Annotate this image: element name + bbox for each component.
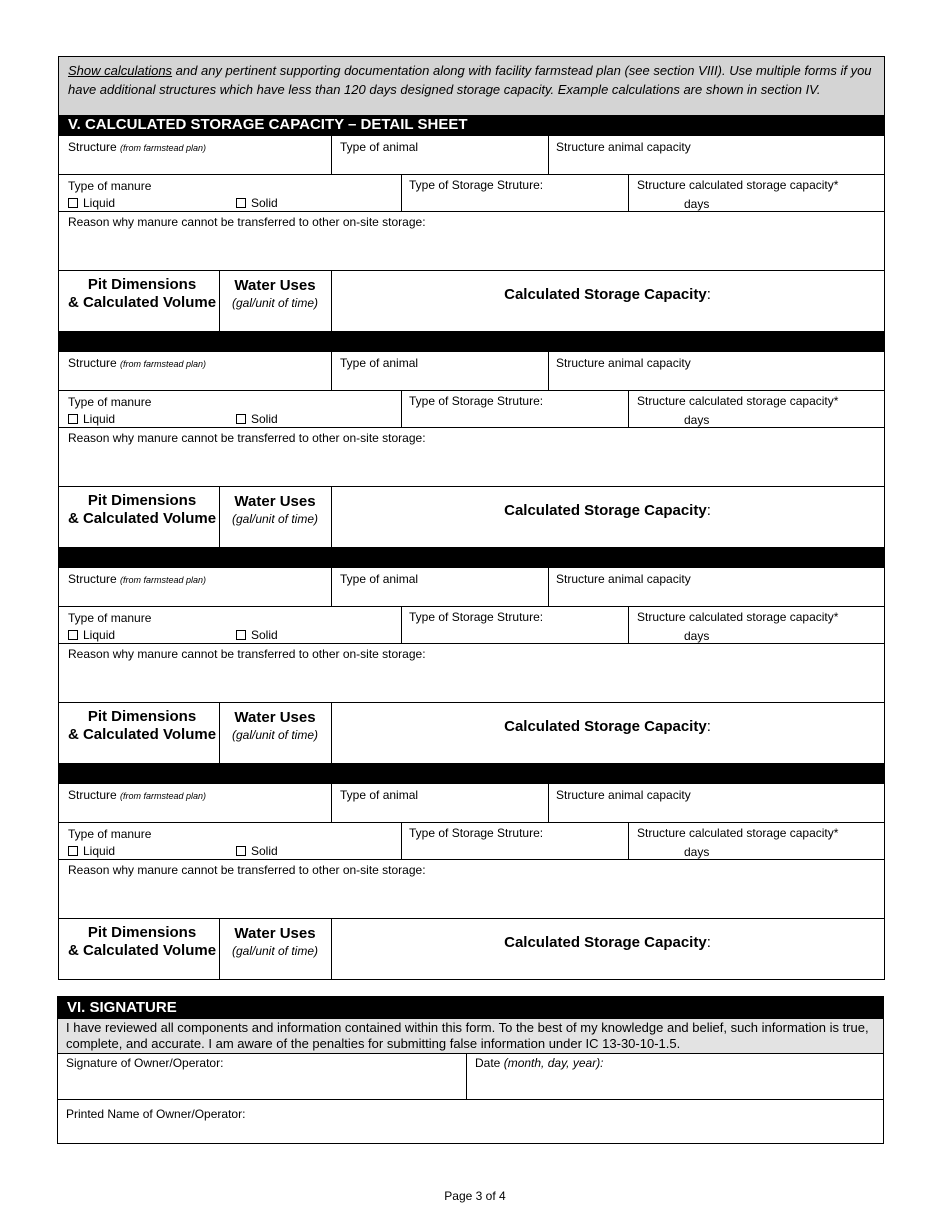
divider: [628, 606, 629, 643]
days-label: days: [684, 845, 710, 859]
pit-line1: Pit Dimensions: [87, 708, 197, 725]
calculated-storage-capacity-header: [331, 718, 884, 735]
liquid-label: Liquid: [83, 412, 116, 426]
divider: [331, 136, 332, 174]
divider: [59, 390, 884, 391]
storage-structure-label: Type of Storage Struture:: [409, 826, 544, 840]
divider: [59, 174, 884, 175]
solid-option[interactable]: [236, 196, 278, 210]
storage-structure-label: Type of Storage Struture:: [409, 394, 544, 408]
type-of-animal-label: Type of animal: [340, 788, 419, 802]
pit-line1: Pit Dimensions: [87, 492, 197, 509]
calc-storage-label: Calculated Storage Capacity: [504, 934, 707, 951]
storage-structure-label: Type of Storage Struture:: [409, 610, 544, 624]
solid-option[interactable]: [236, 844, 278, 858]
days-label: days: [684, 413, 710, 427]
animal-capacity-field[interactable]: [556, 356, 691, 370]
section-v-title: V. CALCULATED STORAGE CAPACITY – DETAIL SHEET: [59, 115, 884, 136]
calc-capacity-label: Structure calculated storage capacity*: [637, 394, 839, 408]
liquid-option[interactable]: [68, 844, 115, 858]
divider: [59, 918, 884, 919]
reason-label: Reason why manure cannot be transferred to other on-site storage:: [68, 215, 426, 229]
liquid-option[interactable]: [68, 628, 115, 642]
divider: [548, 352, 549, 390]
water-uses-header: [219, 493, 331, 527]
structure-label: Structure: [68, 788, 117, 802]
divider: [401, 606, 402, 643]
divider: [59, 859, 884, 860]
structure-block: [59, 568, 884, 764]
calc-capacity-label: Structure calculated storage capacity*: [637, 610, 839, 624]
calc-storage-colon: :: [706, 718, 711, 735]
type-of-animal-label: Type of animal: [340, 572, 419, 586]
section-v-detail-sheet: [58, 56, 885, 980]
animal-capacity-label: Structure animal capacity: [556, 356, 691, 370]
calc-capacity-field[interactable]: [637, 610, 838, 624]
structure-label: Structure: [68, 140, 117, 154]
days-label: days: [684, 629, 710, 643]
water-uses-header: [219, 709, 331, 743]
animal-capacity-field[interactable]: [556, 788, 691, 802]
storage-structure-field[interactable]: [409, 178, 543, 192]
type-of-animal-field[interactable]: [340, 572, 418, 586]
structure-block: [59, 352, 884, 548]
liquid-checkbox[interactable]: [68, 414, 78, 424]
pit-dimensions-header: [59, 708, 225, 744]
calculated-storage-capacity-header: [331, 502, 884, 519]
printed-name-label: Printed Name of Owner/Operator:: [66, 1107, 246, 1121]
type-of-manure-label: Type of manure: [68, 395, 152, 409]
calc-capacity-label: Structure calculated storage capacity*: [637, 178, 839, 192]
solid-option[interactable]: [236, 628, 278, 642]
liquid-option[interactable]: [68, 196, 115, 210]
divider: [401, 174, 402, 211]
divider: [548, 136, 549, 174]
section-vi-signature: [57, 996, 884, 1144]
storage-structure-field[interactable]: [409, 826, 543, 840]
divider: [59, 211, 884, 212]
date-label: Date: [475, 1056, 501, 1070]
divider: [466, 1053, 467, 1099]
water-uses-label: Water Uses: [234, 277, 316, 294]
storage-structure-field[interactable]: [409, 394, 543, 408]
structure-note: (from farmstead plan): [120, 575, 207, 585]
solid-checkbox[interactable]: [236, 630, 246, 640]
water-uses-label: Water Uses: [234, 925, 316, 942]
calc-storage-colon: :: [706, 502, 711, 519]
section-vi-title: VI. SIGNATURE: [58, 997, 883, 1019]
divider: [58, 1053, 883, 1054]
divider: [628, 822, 629, 859]
reason-label: Reason why manure cannot be transferred to other on-site storage:: [68, 431, 426, 445]
separator-bar: [59, 547, 884, 568]
liquid-option[interactable]: [68, 412, 115, 426]
divider: [548, 784, 549, 822]
type-of-animal-field[interactable]: [340, 788, 418, 802]
instructions-rest: and any pertinent supporting documentation along with facility farmstead plan (see section VIII). Use multiple forms if you have additional structures which have less than 120 days designed storage capacity. Example calculations are shown in section IV.: [68, 63, 872, 97]
calc-capacity-label: Structure calculated storage capacity*: [637, 826, 839, 840]
water-uses-header: [219, 925, 331, 959]
signature-field[interactable]: [66, 1056, 223, 1070]
calculated-storage-capacity-header: [331, 286, 884, 303]
divider: [59, 486, 884, 487]
date-note: (month, day, year):: [503, 1056, 604, 1070]
storage-structure-label: Type of Storage Struture:: [409, 178, 544, 192]
reason-field[interactable]: [68, 215, 426, 229]
pit-line1: Pit Dimensions: [87, 924, 197, 941]
reason-label: Reason why manure cannot be transferred to other on-site storage:: [68, 647, 426, 661]
liquid-label: Liquid: [83, 628, 116, 642]
divider: [628, 174, 629, 211]
animal-capacity-label: Structure animal capacity: [556, 140, 691, 154]
calculated-storage-capacity-header: [331, 934, 884, 951]
divider: [58, 1099, 883, 1100]
water-uses-unit: (gal/unit of time): [231, 296, 319, 310]
solid-label: Solid: [251, 196, 278, 210]
separator-bar: [59, 331, 884, 352]
divider: [59, 270, 884, 271]
structure-field[interactable]: [68, 572, 206, 586]
pit-line2: & Calculated Volume: [67, 510, 217, 527]
type-of-animal-label: Type of animal: [340, 356, 419, 370]
pit-line2: & Calculated Volume: [67, 726, 217, 743]
structure-note: (from farmstead plan): [120, 143, 207, 153]
solid-checkbox[interactable]: [236, 198, 246, 208]
liquid-label: Liquid: [83, 844, 116, 858]
pit-dimensions-header: [59, 276, 225, 312]
type-of-manure-label: Type of manure: [68, 179, 152, 193]
structure-label: Structure: [68, 356, 117, 370]
instructions-underlined: Show calculations: [68, 63, 173, 78]
divider: [59, 702, 884, 703]
solid-label: Solid: [251, 844, 278, 858]
structure-field[interactable]: [68, 788, 206, 802]
solid-checkbox[interactable]: [236, 414, 246, 424]
animal-capacity-label: Structure animal capacity: [556, 572, 691, 586]
liquid-checkbox[interactable]: [68, 846, 78, 856]
divider: [331, 784, 332, 822]
calc-storage-label: Calculated Storage Capacity: [504, 718, 707, 735]
water-uses-label: Water Uses: [234, 709, 316, 726]
storage-structure-field[interactable]: [409, 610, 543, 624]
liquid-checkbox[interactable]: [68, 198, 78, 208]
water-uses-header: [219, 277, 331, 311]
animal-capacity-label: Structure animal capacity: [556, 788, 691, 802]
water-uses-unit: (gal/unit of time): [231, 944, 319, 958]
type-of-manure-label: Type of manure: [68, 827, 152, 841]
pit-dimensions-header: [59, 924, 225, 960]
divider: [59, 606, 884, 607]
signature-label: Signature of Owner/Operator:: [66, 1056, 224, 1070]
page-number: Page 3 of 4: [444, 1189, 506, 1203]
water-uses-unit: (gal/unit of time): [231, 728, 319, 742]
liquid-checkbox[interactable]: [68, 630, 78, 640]
pit-dimensions-header: [59, 492, 225, 528]
divider: [331, 352, 332, 390]
separator-bar: [59, 763, 884, 784]
printed-name-field[interactable]: [66, 1107, 245, 1121]
calc-storage-colon: :: [706, 934, 711, 951]
divider: [59, 643, 884, 644]
solid-label: Solid: [251, 628, 278, 642]
calc-capacity-field[interactable]: [637, 826, 838, 840]
pit-line2: & Calculated Volume: [67, 294, 217, 311]
calc-storage-label: Calculated Storage Capacity: [504, 286, 707, 303]
divider: [628, 390, 629, 427]
water-uses-unit: (gal/unit of time): [231, 512, 319, 526]
divider: [548, 568, 549, 606]
structure-block: [59, 136, 884, 332]
declaration-text: I have reviewed all components and information contained within this form. To the best of my knowledge and belief, such information is true, complete, and accurate. I am aware of the penalties for submitting false information under IC 13-30-10-1.5.: [58, 1019, 883, 1053]
animal-capacity-field[interactable]: [556, 572, 691, 586]
structure-label: Structure: [68, 572, 117, 586]
solid-option[interactable]: [236, 412, 278, 426]
reason-field[interactable]: [68, 431, 426, 445]
calc-storage-colon: :: [706, 286, 711, 303]
animal-capacity-field[interactable]: [556, 140, 691, 154]
pit-line1: Pit Dimensions: [87, 276, 197, 293]
type-of-manure-label: Type of manure: [68, 611, 152, 625]
instructions-text: [59, 57, 884, 115]
calc-capacity-field[interactable]: [637, 178, 838, 192]
water-uses-label: Water Uses: [234, 493, 316, 510]
type-of-animal-field[interactable]: [340, 356, 418, 370]
date-field[interactable]: [475, 1056, 604, 1070]
type-of-animal-label: Type of animal: [340, 140, 419, 154]
structure-field[interactable]: [68, 356, 206, 370]
divider: [401, 822, 402, 859]
solid-label: Solid: [251, 412, 278, 426]
calc-capacity-field[interactable]: [637, 394, 838, 408]
reason-field[interactable]: [68, 647, 426, 661]
divider: [59, 427, 884, 428]
structure-block: [59, 784, 884, 980]
reason-field[interactable]: [68, 863, 426, 877]
pit-line2: & Calculated Volume: [67, 942, 217, 959]
liquid-label: Liquid: [83, 196, 116, 210]
structure-note: (from farmstead plan): [120, 791, 207, 801]
solid-checkbox[interactable]: [236, 846, 246, 856]
reason-label: Reason why manure cannot be transferred to other on-site storage:: [68, 863, 426, 877]
divider: [59, 822, 884, 823]
divider: [331, 568, 332, 606]
structure-note: (from farmstead plan): [120, 359, 207, 369]
structure-field[interactable]: [68, 140, 206, 154]
type-of-animal-field[interactable]: [340, 140, 418, 154]
calc-storage-label: Calculated Storage Capacity: [504, 502, 707, 519]
days-label: days: [684, 197, 710, 211]
divider: [401, 390, 402, 427]
